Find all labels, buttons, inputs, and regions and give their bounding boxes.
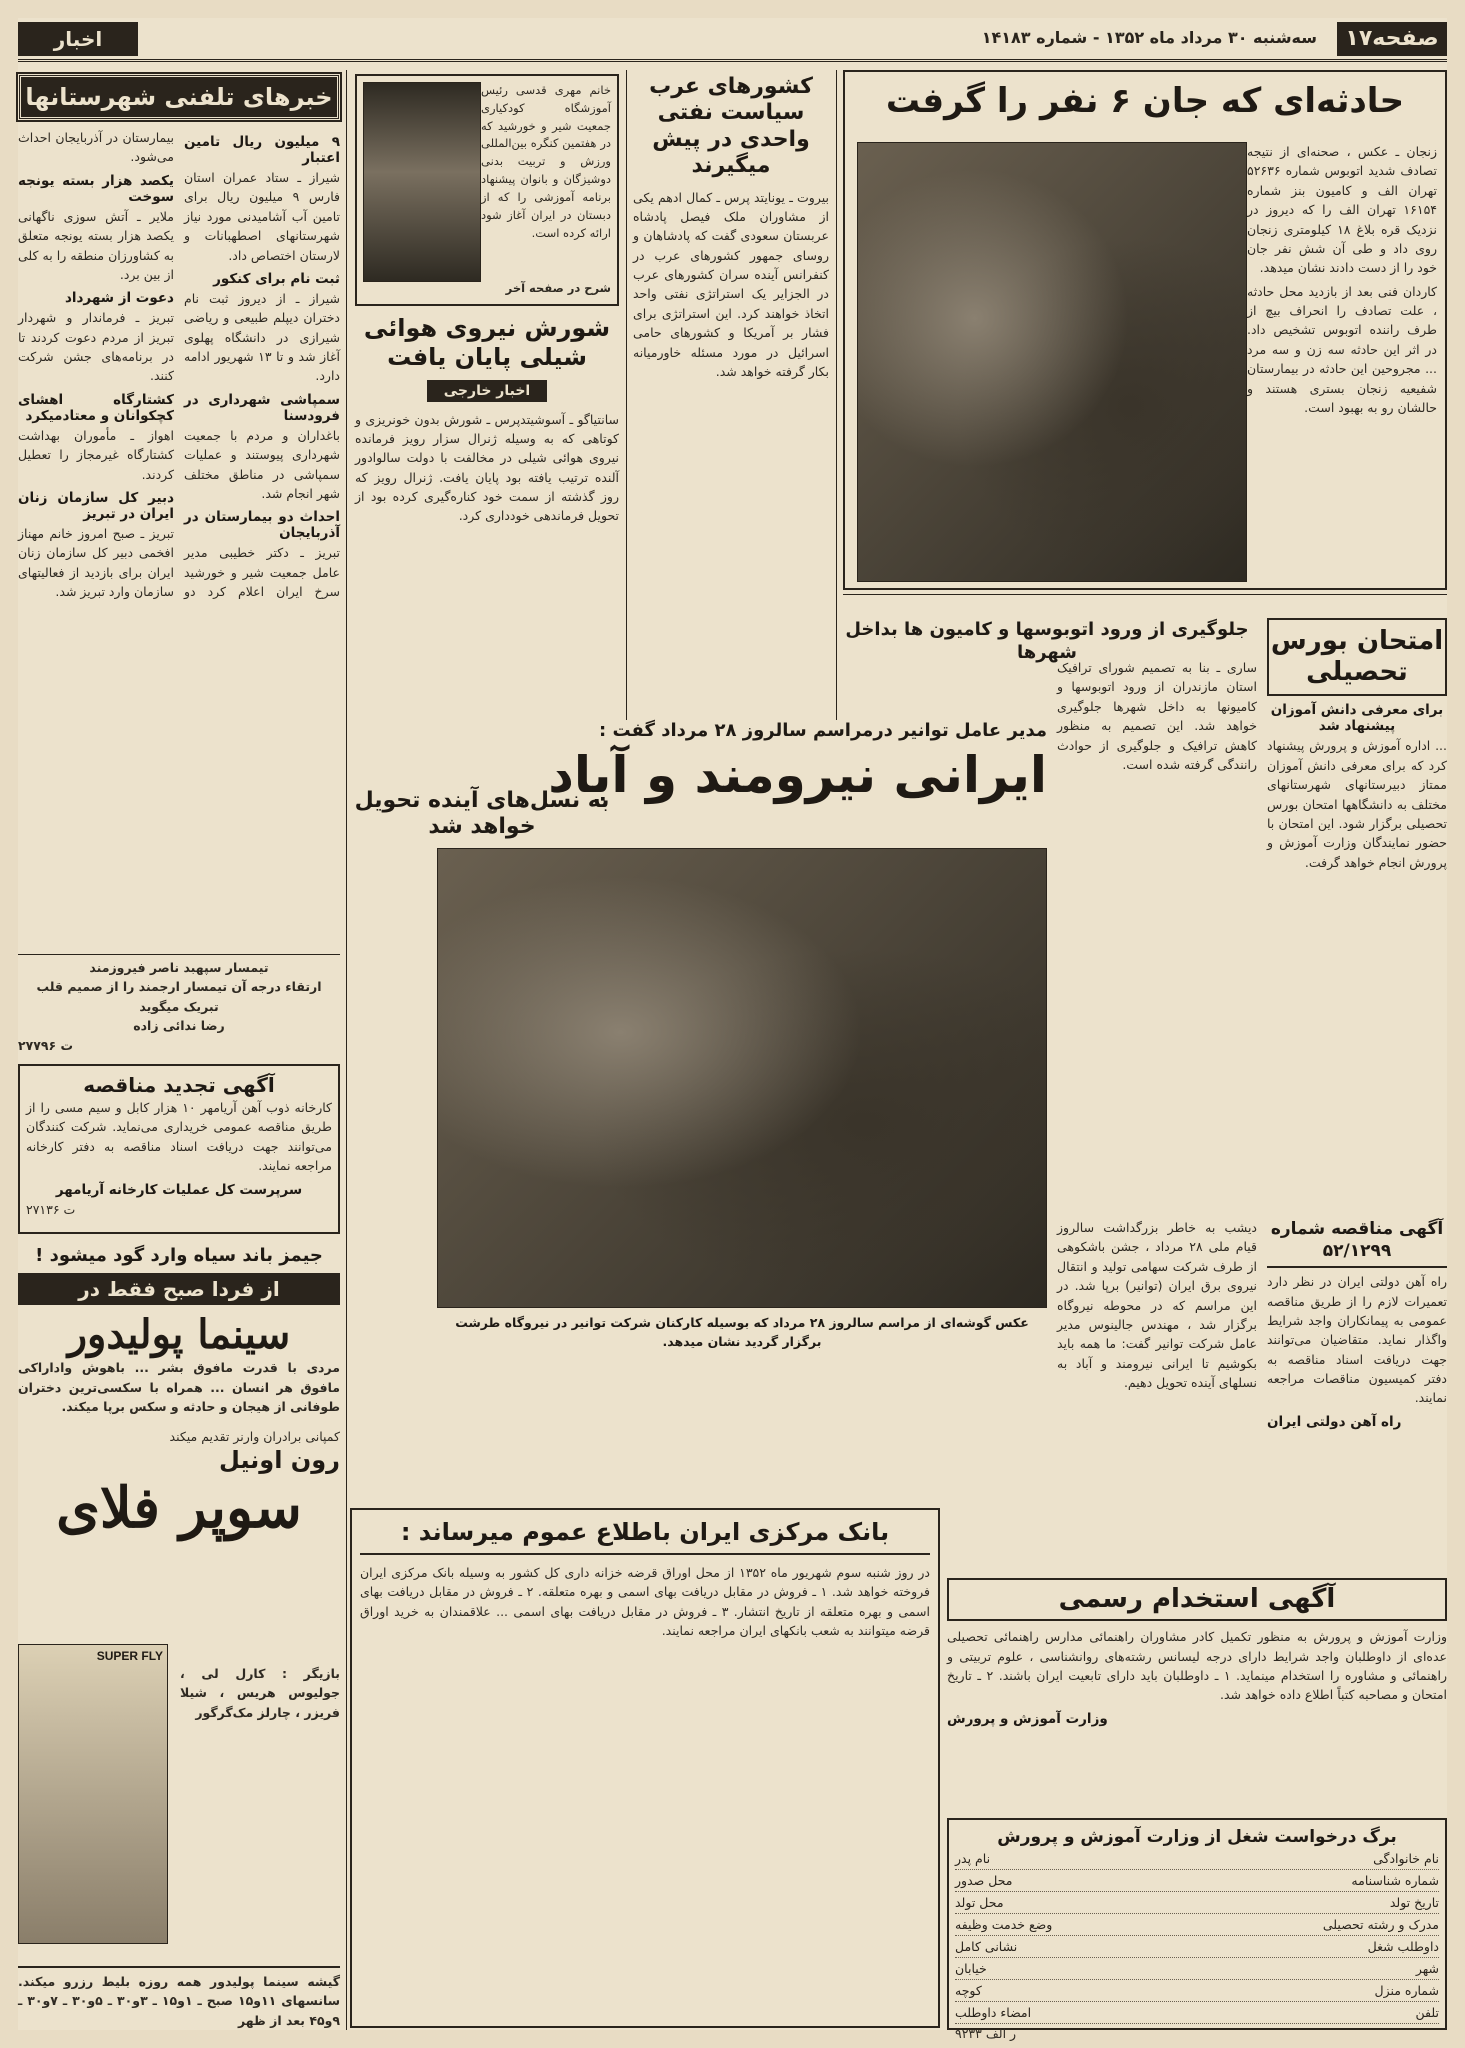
arab-text: بیروت ـ یونایتد پرس ـ کمال ادهم یکی از مشاوران ملک فیصل پادشاه عربستان سعودی گفت که پادشاهان و روسای جمهور کشورهای عرب در کنفرانس آینده سران کشورهای عرب در الجزایر یک استراتژی نفتی واحد اتخاذ خواهند کرد. این استراتژی برای فشار بر آمریکا و کشورهای حامی اسرائیل در مورد مسئله خاورمیانه بکار گرفته خواهد شد. (633, 189, 829, 379)
cinema-ad (18, 1244, 340, 2030)
form-field-label: وضع خدمت وظیفه (955, 1917, 1053, 1933)
form-row (955, 1892, 1439, 1914)
chile-tag: اخبار خارجی (427, 380, 547, 402)
form-field-label: تاریخ تولد (1389, 1895, 1439, 1911)
tavanir-kicker: مدیر عامل توانیر درمراسم سالروز ۲۸ مرداد گفت : (599, 720, 1047, 741)
form-field-label: محل صدور (955, 1873, 1013, 1889)
tender-text: کارخانه ذوب آهن آریامهر ۱۰ هزار کابل و سیم مسی را از طریق مناقصه عمومی خریداری می‌نماید. شرکت کنندگان می‌توانند جهت دریافت اسناد مناقصه به دفتر کارخانه مراجعه نمایند. (26, 1100, 333, 1174)
bank-headline: بانک مرکزی ایران باطلاع عموم میرساند : (360, 1518, 930, 1555)
masthead (18, 18, 1447, 62)
hiring-headline: آگهی استخدام رسمی (947, 1578, 1447, 1621)
cinema-star: رون اونیل (219, 1445, 340, 1474)
column-rule (346, 70, 347, 2030)
tavanir-photo (437, 848, 1047, 1308)
phone-news-title: خبرهای تلفنی شهرستانها (18, 74, 340, 120)
form-field-label: امضاء داوطلب (955, 2005, 1032, 2021)
form-row (955, 1870, 1439, 1892)
accident-photo (857, 142, 1247, 582)
form-field-label: نشانی کامل (955, 1939, 1018, 1955)
tender-title: آگهی تجدید مناقصه (83, 1073, 275, 1097)
poster-label: SUPER FLY (96, 1649, 163, 1663)
phone-news-column (18, 74, 340, 1054)
phone-news-headline: سمپاشی شهرداری در فرودسنا (184, 391, 340, 424)
tender2-sign: راه آهن دولتی ایران (1267, 1413, 1402, 1430)
accident-paragraph: زنجان ـ عکس ، صحنه‌ای از نتیجه تصادف شدید اتوبوس شماره ۵۲۶۳۶ تهران الف و کامیون بنز شماره ۱۶۱۵۴ تهران الف را که دیروز در نزدیک قره بلاغ ۱۸ کیلومتری زنجان روی داد و طی آن شش نفر جان خود را از دست دادند نشان میدهد. (1247, 144, 1437, 276)
hiring-notice (947, 1578, 1447, 1808)
portrait-more: شرح در صفحه آخر (505, 281, 611, 296)
phone-news-body: اهواز ـ مأموران بهداشت کشتارگاه غیرمجاز را تعطیل کردند. (18, 427, 174, 482)
phone-news-headline: کشتارگاه اهشای کچکوانان و معتادمیکرد (18, 391, 174, 424)
phone-news-body: تبریز ـ فرماندار و شهردار تبریز از مردم دعوت کردند تا در برنامه‌های جشن شرکت کنند. (18, 310, 174, 384)
chile-story (355, 314, 619, 714)
form-row (955, 1848, 1439, 1870)
ad-code: ت ۲۷۷۹۶ (18, 1037, 74, 1053)
form-row (955, 1958, 1439, 1980)
phone-news-headline: احداث دو بیمارستان در آذربایجان (184, 509, 340, 542)
form-row (955, 2002, 1439, 2024)
chile-headline: شورش نیروی هوائی شیلی پایان یافت (363, 314, 611, 371)
bus-headline: جلوگیری از ورود اتوبوسها و کامیون ها بداخل شهرها (845, 619, 1249, 664)
phone-news-headline: ثبت نام برای کنکور (213, 270, 340, 287)
tender-sign: سرپرست کل عملیات کارخانه آریامهر (55, 1181, 303, 1198)
application-form (947, 1818, 1447, 2042)
newspaper-page (18, 18, 1447, 2042)
form-field-label: داوطلب شغل (1367, 1939, 1439, 1955)
tender2-text: راه آهن دولتی ایران در نظر دارد تعمیرات لازم را از طریق مناقصه عمومی به پیمانکاران واجد شرایط واگذار نماید. متقاضیان می‌توانند جهت دریافت اسناد مناقصه به دفتر کمیسیون مناقصات مراجعه نمایند. (1267, 1274, 1447, 1406)
hiring-sign: وزارت آموزش و پرورش (947, 1710, 1108, 1727)
bus-text: ساری ـ بنا به تصمیم شورای ترافیک استان مازندران از ورود اتوبوسها و کامیونها به داخل شهرها جلوگیری خواهد شد. این تصمیم به منظور کاهش ترافیک و جلوگیری از حوادث رانندگی گرفته شده است. (1057, 660, 1257, 772)
chile-text: سانتیاگو ـ آسوشیتدپرس ـ شورش بدون خونریزی و کوتاهی که به وسیله ژنرال سزار رویز فرمانده نیروی هوائی شیلی در مخالفت با دولت سالوادور آلنده ترتیب یافته بود پایان یافت. ژنرال رویز که روز گذشته از سمت خود کناره‌گیری کرده بود از تحویل فرماندهی خودداری کرد. (355, 411, 619, 524)
phone-news-headline: یکصد هزار بسته یونجه سوخت (18, 172, 174, 205)
portrait-caption: خانم مهری قدسی رئیس آموزشگاه کودکیاری جمعیت شیر و خورشید که در هفتمین کنگره بین‌المللی ورزش و تربیت بدنی دوشیزگان و بانوان پیشنهاد برنامه آموزشی را که از دبستان در ایران آغاز شود ارائه کرده است. (481, 83, 611, 240)
phone-news-body: شیراز ـ از دیروز ثبت نام دختران دیپلم طبیعی و ریاضی شیرازی در دانشگاه پهلوی آغاز شد و تا ۱۳ شهریور ادامه دارد. (184, 290, 340, 384)
form-field-label: مدرک و رشته تحصیلی (1322, 1917, 1439, 1933)
tender-box (18, 1064, 340, 1234)
accident-story (843, 70, 1447, 590)
tender2-box (1267, 1218, 1447, 1568)
column-rule (626, 70, 627, 720)
tavanir-text: دیشب به خاطر بزرگداشت سالروز قیام ملی ۲۸ مرداد ، جشن باشکوهی از طرف شرکت سهامی تولید و انتقال نیروی برق ایران (توانیر) برپا شد. در این مراسم که در محوطه نیروگاه برگزار شد ، مهندس جالینوس مدیر عامل شرکت توانیر گفت: ما همه باید بکوشیم تا ایرانی نیرومند و آباد به نسلهای آینده تحویل دهیم. (1057, 1220, 1257, 1390)
form-field-label: نام خانوادگی (1373, 1851, 1439, 1867)
form-row (955, 1936, 1439, 1958)
film-title: سوپر فلای (56, 1474, 302, 1541)
congrats-text: ارتقاء درجه آن تیمسار ارجمند را از صمیم قلب تبریک میگوید (36, 979, 322, 1014)
form-field-label: نام پدر (955, 1851, 991, 1867)
form-rows (955, 1848, 1439, 2024)
tavanir-sub: به نسل‌های آینده تحویل خواهد شد (354, 788, 610, 840)
arab-headline: کشورهای عرب سیاست نفتی واحدی در پیش میگیرند (649, 74, 813, 179)
bank-notice (350, 1508, 940, 2028)
form-field-label: خیابان (955, 1961, 987, 1977)
form-field-label: محل تولد (955, 1895, 1004, 1911)
tavanir-headline: ایرانی نیرومند و آباد (548, 746, 1047, 804)
tender2-title: آگهی مناقصه شماره ۵۲/۱۲۹۹ (1267, 1218, 1447, 1268)
page-number: صفحه۱۷ (1337, 22, 1447, 56)
cinema-headline: جیمز باند سیاه وارد گود میشود ! (35, 1245, 323, 1266)
bourse-story (1267, 618, 1447, 1218)
bank-text: در روز شنبه سوم شهریور ماه ۱۳۵۲ از محل اوراق قرضه خزانه داری کل کشور به وسیله بانک مرکزی ایران فروخته خواهد شد. ۱ ـ فروش در مقابل دریافت بهای اسمی و بهره متعلقه. ۲ ـ فروش در مقابل دریافت بهای اسمی و بهره متعلقه از تاریخ انتشار. ۳ ـ فروش در مقابل دریافت بهای اسمی ... علاقمندان به خرید اوراق قرضه میتوانند به شعب بانکهای ایران مراجعه نمایند. (360, 1564, 930, 1638)
congrats-box (18, 958, 340, 1055)
form-field-label: کوچه (955, 1983, 982, 1999)
poster-image (18, 1644, 168, 1944)
portrait-box (355, 74, 619, 306)
phone-news-headline: دعوت از شهرداد (64, 290, 174, 307)
tavanir-caption: عکس گوشه‌ای از مراسم سالروز ۲۸ مرداد که بوسیله کارکنان شرکت توانیر در نیروگاه طرشت برگزار گردید نشان میدهد. (455, 1315, 1029, 1349)
cinema-name: سینما پولیدور (67, 1311, 291, 1359)
form-title: برگ درخواست شغل از وزارت آموزش و پرورش (997, 1827, 1397, 1847)
cinema-sub: از فردا صبح فقط در (18, 1273, 340, 1305)
issue-date: سه‌شنبه ۳۰ مرداد ماه ۱۳۵۲ - شماره ۱۴۱۸۳ (981, 28, 1317, 47)
form-row (955, 1914, 1439, 1936)
cinema-cast: بازیگر : کارل لی ، جولیوس هریس ، شیلا فریزر ، چارلز مک‌گرگور (180, 1666, 340, 1720)
phone-news-headline: ۹ میلیون ریال تامین اعتبار (184, 134, 340, 166)
phone-news-body: تبریز ـ دکتر خطیبی مدیر عامل جمعیت شیر و خورشید سرخ ایران اعلام کرد دو بیمارستان در آذربایجان احداث می‌شود. (18, 130, 340, 599)
bourse-headline: امتحان بورس تحصیلی (1267, 618, 1447, 696)
phone-news-body: ملایر ـ آتش سوزی ناگهانی یکصد هزار بسته یونجه متعلق به کشاورزان منطقه را به کلی از بین برد. (18, 208, 174, 282)
cinema-presents: کمپانی برادران وارنر تقدیم میکند (169, 1428, 340, 1444)
bourse-sub: برای معرفی دانش آموزان پیشنهاد شد (1270, 702, 1444, 735)
phone-news-body: شیراز ـ ستاد عمران استان فارس ۹ میلیون ریال برای تامین آب آشامیدنی مورد نیاز شهرستانهای اصطهبانات و لارستان اختصاص داد. (184, 170, 340, 263)
form-field-label: شماره شناسنامه (1351, 1873, 1439, 1889)
congrats-name: تیمسار سپهبد ناصر فیروزمند (89, 960, 269, 975)
hiring-text: وزارت آموزش و پرورش به منظور تکمیل کادر مشاوران راهنمائی مدارس راهنمائی تحصیلی عده‌ای از داوطلبان واجد شرایط دارای درجه لیسانس رشته‌های روانشناسی ، علوم تربیتی و راهنمائی و مشاوره را استخدام مینماید. ۱ ـ داوطلبان باید دارای تابعیت ایران باشند. ۲ ـ تاریخ امتحان و مصاحبه کتباً اطلاع داده خواهد شد. (947, 1629, 1447, 1703)
section-label: اخبار (18, 22, 138, 56)
form-field-label: شماره منزل (1374, 1983, 1439, 1999)
phone-news-body: باغداران و مردم با جمعیت شهرداری پیوستند و عملیات سمپاشی در مناطق مختلف شهر انجام شد. (184, 427, 340, 501)
phone-news-headline: دبیر کل سازمان زنان ایران در تبریز (18, 489, 174, 522)
accident-headline: حادثه‌ای که جان ۶ نفر را گرفت (885, 81, 1405, 121)
form-field-label: شهر (1415, 1961, 1439, 1977)
form-row (955, 1980, 1439, 2002)
accident-text (1247, 142, 1437, 421)
divider (843, 594, 1447, 595)
phone-news-body: تبریز ـ صبح امروز خانم مهناز افخمی دبیر کل سازمان زنان ایران برای بازدید از فعالیتهای سازمان وارد تبریز شد. (18, 525, 174, 599)
divider (18, 954, 340, 955)
arab-oil-story (633, 74, 829, 714)
accident-paragraph: کاردان فنی بعد از بازدید محل حادثه ، علت تصادف را انحراف بیچ از طرف راننده اتوبوس تشخیص داد. در اثر این حادثه سه زن و سه مرد ... مجروحین این حادثه در بیمارستان شفیعیه زنجان بستری هستند و حالشان رو به بهبود است. (1247, 283, 1437, 415)
form-code: ر الف ۹۲۳۳ (955, 2026, 1017, 2042)
form-field-label: تلفن (1415, 2005, 1439, 2021)
phone-news-items (18, 128, 340, 988)
congrats-sign: رضا ندائی زاده (133, 1018, 225, 1034)
cinema-text: مردی با قدرت مافوق بشر ... باهوش واداراکی مافوق هر انسان ... همراه با سکسی‌ترین دختران طوفانی از هیجان و حادثه و سکس برپا میکند. (18, 1360, 340, 1415)
portrait-photo (363, 82, 481, 282)
cinema-footer: گیشه سینما پولیدور همه روزه بلیط رزرو میکند. سانسهای ۱۱و۱۵ صبح ـ ۱و۱۵ ـ ۳و۳۰ ـ ۵و۳۰ ـ ۷و۳۰ ـ ۹و۴۵ بعد از ظهر (18, 1966, 340, 2030)
bourse-text: ... اداره آموزش و پرورش پیشنهاد کرد که برای معرفی دانش آموزان ممتاز دبیرستانهای شهرستانهای مختلف به دانشگاهها امتحان بورس تحصیلی برگزار شود. این امتحان با حضور نمایندگان وزارت آموزش و پرورش انجام خواهد گرفت. (1267, 738, 1447, 870)
tender-code: ت ۲۷۱۳۶ (26, 1201, 76, 1217)
